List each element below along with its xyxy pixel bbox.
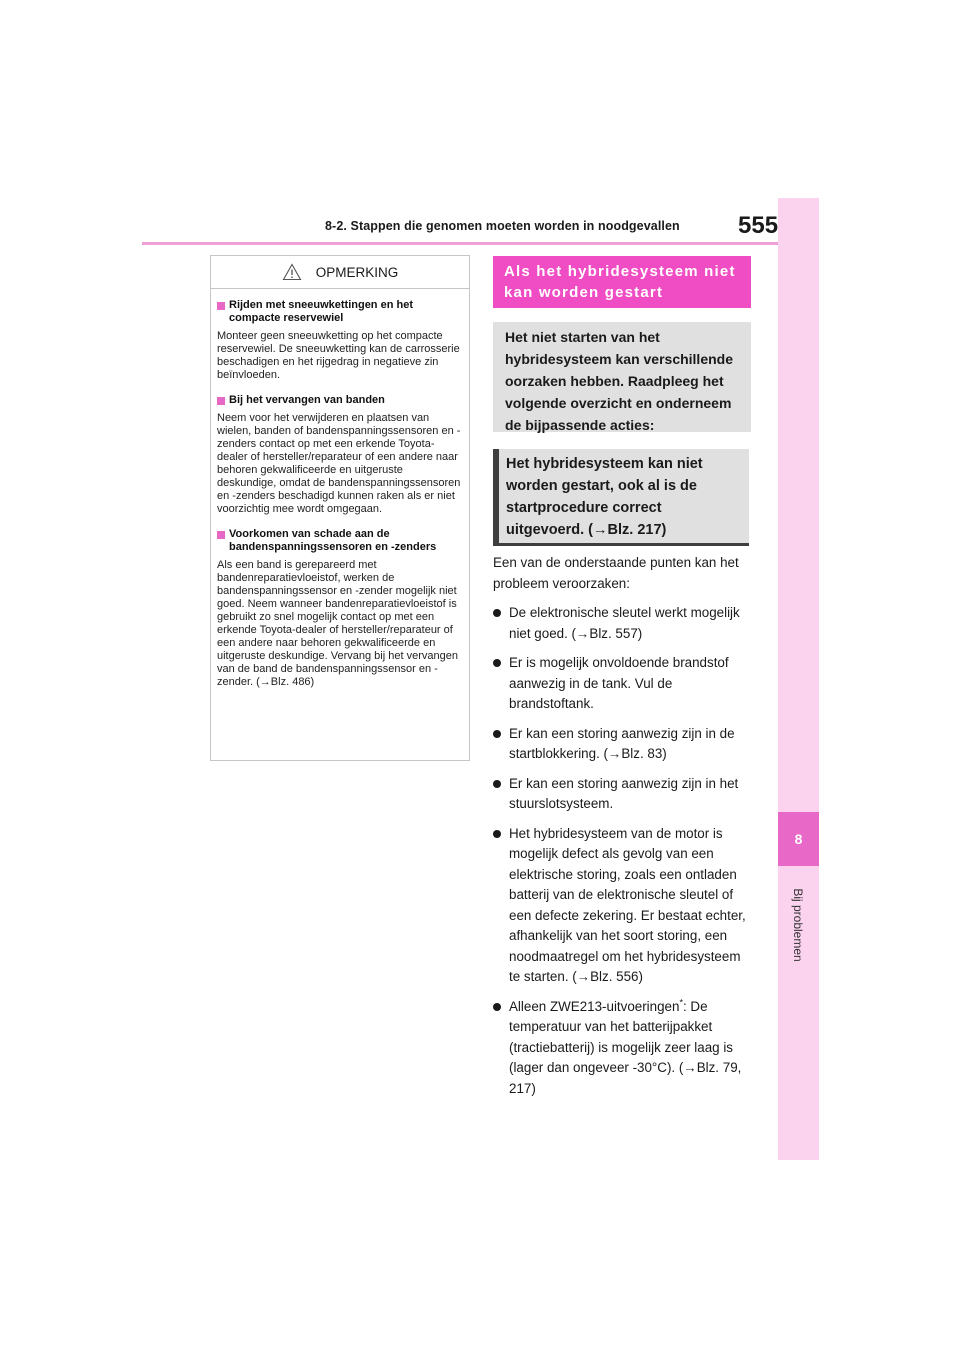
chapter-title: Bij problemen xyxy=(791,888,805,962)
notice-item-title: Bij het vervangen van banden xyxy=(229,394,385,406)
list-item-suffix: : De temperatuur van het batterijpakket (tractiebatterij) is mogelijk zeer laag is (lager dan ongeveer -30°C). (→Blz. 79, 217) xyxy=(509,998,742,1096)
notice-box xyxy=(210,255,470,761)
intro-box: Het niet starten van het hybridesysteem kan verschillende oorzaken hebben. Raadpleeg het volgende overzicht en onderneem de bijpassende acties: xyxy=(493,322,751,432)
list-item xyxy=(493,724,751,765)
list-item-text: Er is mogelijk onvoldoende brandstof aanwezig in de tank. Vul de brandstoftank. xyxy=(509,655,729,711)
header-rule xyxy=(142,242,790,245)
notice-item-text: Als een band is gerepareerd met bandenreparatievloeistof, werken de bandenspanningssensor en -zender mogelijk niet goed. Neem wanneer bandenreparatievloeistof is gebruikt zo snel mogelijk contact op met een erkende Toyota-dealer of hersteller/reparateur of een andere naar behoren gekwalificeerde en uitgeruste deskundige. Vervang bij het vervangen van de band de bandenspanningssensor en -zender. (→Blz. 486) xyxy=(217,559,458,688)
list-item xyxy=(493,603,751,644)
notice-item-title: Voorkomen van schade aan de bandenspanningssensoren en -zenders xyxy=(229,528,437,553)
bullet-icon xyxy=(493,730,501,738)
section-title: 8-2. Stappen die genomen moeten worden in noodgevallen xyxy=(325,219,680,233)
chapter-side-tab xyxy=(778,198,819,1160)
square-bullet-icon xyxy=(217,302,225,310)
notice-item-text: Neem voor het verwijderen en plaatsen van wielen, banden of bandenspanningssensoren en -zenders contact op met een erkende Toyota-dealer of hersteller/reparateur of een andere naar behoren gekwalificeerde en uitgeruste deskundige, omdat de bandenspanningssensoren en -zenders beschadigd kunnen raken als er niet voorzichtig mee wordt omgegaan. xyxy=(217,412,461,515)
notice-item-title: Rijden met sneeuwkettingen en het compacte reservewiel xyxy=(229,299,413,324)
bullet-icon xyxy=(493,609,501,617)
list-item xyxy=(493,997,751,1100)
bullet-icon xyxy=(493,830,501,838)
notice-title: OPMERKING xyxy=(315,264,399,280)
section-heading: Als het hybridesysteem niet kan worden gestart xyxy=(493,256,751,308)
page-number: 555 xyxy=(738,212,779,239)
cause-list xyxy=(493,603,751,1099)
notice-item xyxy=(217,299,463,382)
list-item-text: De elektronische sleutel werkt mogelijk niet goed. (→Blz. 557) xyxy=(509,605,740,641)
list-item-text: Er kan een storing aanwezig zijn in het stuurslotsysteem. xyxy=(509,775,739,811)
notice-item xyxy=(217,528,463,689)
list-item xyxy=(493,653,751,715)
chapter-number: 8 xyxy=(778,812,819,866)
list-item-prefix: Alleen ZWE213-uitvoeringen xyxy=(509,998,680,1014)
list-item xyxy=(493,824,751,988)
bullet-icon xyxy=(493,780,501,788)
list-item-text: Er kan een storing aanwezig zijn in de startblokkering. (→Blz. 83) xyxy=(509,725,735,761)
square-bullet-icon xyxy=(217,531,225,539)
lead-paragraph: Een van de onderstaande punten kan het probleem veroorzaken: xyxy=(493,555,739,591)
warning-triangle-icon xyxy=(282,263,302,281)
square-bullet-icon xyxy=(217,397,225,405)
list-item xyxy=(493,774,751,815)
footnote-marker: * xyxy=(679,997,683,1008)
subheading-box: Het hybridesysteem kan niet worden gestart, ook al is de startprocedure correct uitgevoerd. (→Blz. 217) xyxy=(493,449,749,546)
main-text xyxy=(493,553,751,1108)
bullet-icon xyxy=(493,1003,501,1011)
notice-body xyxy=(211,289,469,689)
list-item-text: Het hybridesysteem van de motor is mogelijk defect als gevolg van een elektrische storing, zoals een ontladen batterij van de elektronische sleutel of een defecte zekering. Er bestaat echter, afhankelijk van het soort storing, een noodmaatregel om het hybridesysteem te starten. (→Blz. 556) xyxy=(509,825,746,984)
bullet-icon xyxy=(493,659,501,667)
notice-item-text: Monteer geen sneeuwketting op het compacte reservewiel. De sneeuwketting kan de carrosserie beschadigen en het rijgedrag in negatieve zin beïnvloeden. xyxy=(217,330,460,381)
notice-header xyxy=(211,256,469,289)
notice-item xyxy=(217,394,463,516)
